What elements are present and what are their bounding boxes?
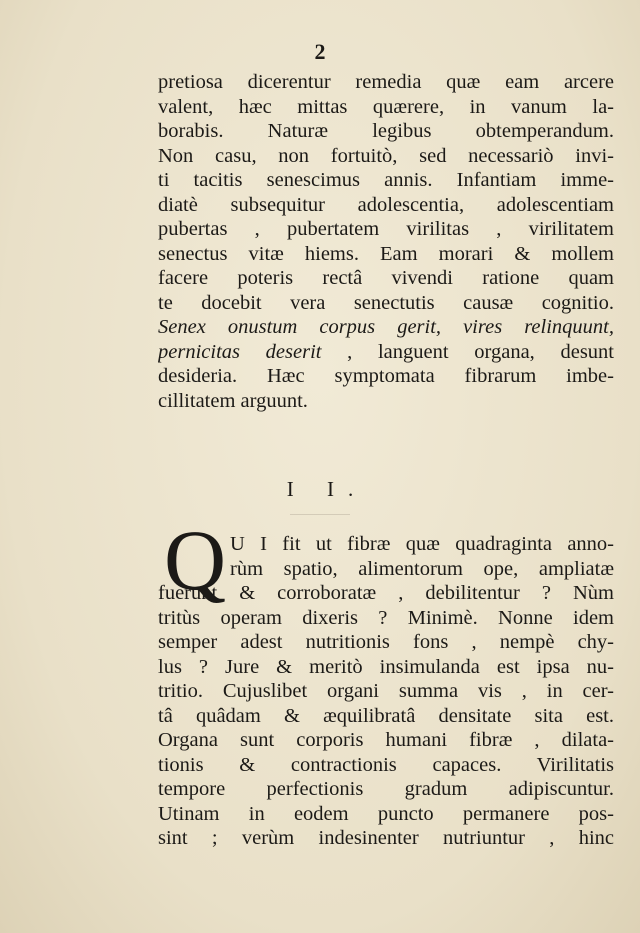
text-line-mixed: pernicitas deserit , languent organa, desunt xyxy=(158,340,614,363)
page-number: 2 xyxy=(314,39,326,64)
text-line: borabis. Naturæ legibus obtemperandum. xyxy=(158,120,614,142)
text-line: tionis & contractionis capaces. Virilitatis xyxy=(158,753,614,776)
text-line: ti tacitis senescimus annis. Infantiam imme- xyxy=(158,169,614,191)
text-line: valent, hæc mittas quærere, in vanum la- xyxy=(158,95,614,118)
heading-divider xyxy=(290,514,350,515)
paragraph-2 xyxy=(158,532,614,851)
text-line: tâ quâdam & æquilibratâ densitate sita est. xyxy=(158,704,614,727)
text-line: pubertas , pubertatem virilitas , virilitatem xyxy=(158,218,614,240)
text-line: Utinam in eodem puncto permanere pos- xyxy=(158,802,614,825)
text-line: desideria. Hæc symptomata fibrarum imbe- xyxy=(158,365,614,387)
text-line: tritio. Cujuslibet organi summa vis , in cer- xyxy=(158,680,614,702)
section-heading: I I. xyxy=(286,477,368,501)
text-line: te docebit vera senectutis causæ cognitio. xyxy=(158,291,614,314)
text-line: rùm spatio, alimentorum ope, ampliatæ xyxy=(230,557,614,580)
text-line-italic: Senex onustum corpus gerit, vires relinquunt, xyxy=(158,316,614,338)
text-line: U I fit ut fibræ quæ quadraginta anno- xyxy=(230,533,614,555)
text-line: pretiosa dicerentur remedia quæ eam arcere xyxy=(158,71,614,93)
italic-phrase: pernicitas deserit xyxy=(158,340,322,363)
paragraph-1 xyxy=(158,70,614,413)
text-line: tritùs operam dixeris ? Minimè. Nonne idem xyxy=(158,606,614,629)
drop-cap-initial: Q xyxy=(163,512,227,608)
text-line: senectus vitæ hiems. Eam morari & mollem xyxy=(158,242,614,265)
text-line: sint ; verùm indesinenter nutriuntur , hinc xyxy=(158,827,614,849)
text-line: facere poteris rectâ vivendi ratione quam xyxy=(158,267,614,289)
text-line: Non casu, non fortuitò, sed necessariò invi- xyxy=(158,144,614,167)
text-line: semper adest nutritionis fons , nempè chy- xyxy=(158,631,614,653)
text-line: cillitatem arguunt. xyxy=(158,389,308,412)
text-line: diatè subsequitur adolescentia, adolescentiam xyxy=(158,193,614,216)
text-line: tempore perfectionis gradum adipiscuntur. xyxy=(158,778,614,800)
text-line: Organa sunt corporis humani fibræ , dilata- xyxy=(158,729,614,751)
text-line: fuerunt & corroboratæ , debilitentur ? Nùm xyxy=(158,582,614,604)
text-line: lus ? Jure & meritò insimulanda est ipsa nu- xyxy=(158,655,614,678)
